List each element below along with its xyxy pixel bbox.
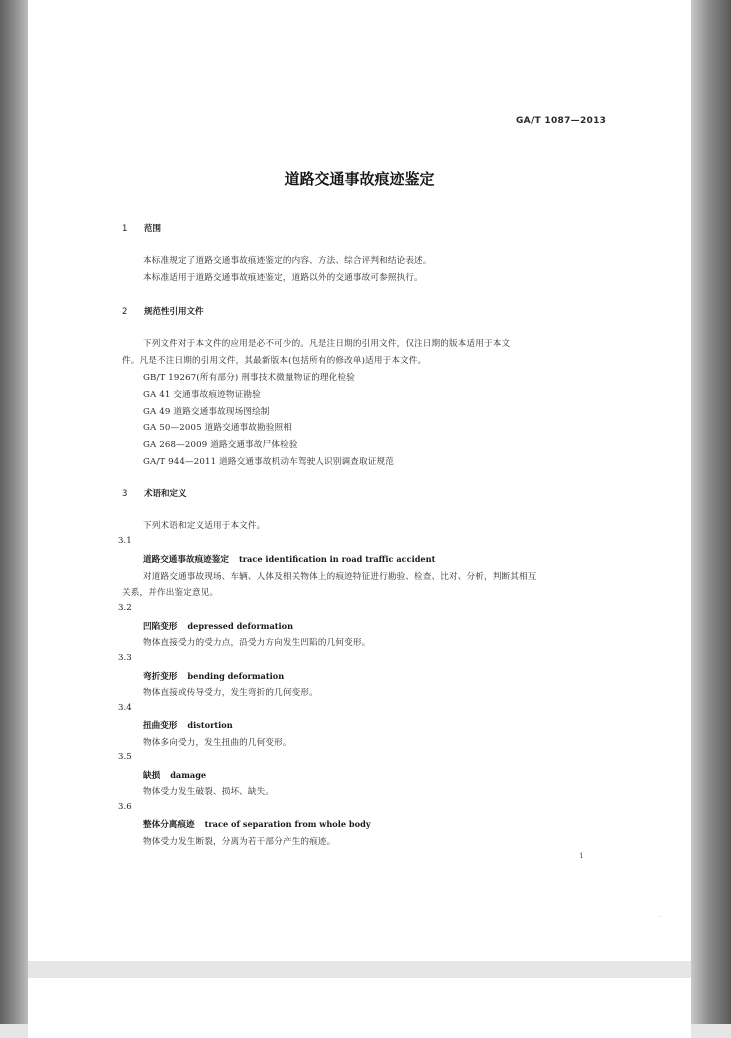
page-title: 道路交通事故痕迹鉴定 [284,170,435,188]
term-heading [143,670,284,682]
term-chinese: 弯折变形 [143,672,178,682]
section-3-title: 术语和定义 [144,489,187,499]
section-1-title: 范围 [144,224,162,234]
reference-item: GA 49 道路交通事故现场图绘制 [143,407,270,417]
section-2-heading [122,305,204,317]
term-number: 3.5 [118,752,132,762]
term-definition-continued: 关系，并作出鉴定意见。 [122,588,219,598]
term-chinese: 缺损 [143,771,161,781]
term-definition: 对道路交通事故现场、车辆、人体及相关物体上的痕迹特征进行勘验、检查、比对、分析，判断其相互 [143,572,537,582]
term-definition: 物体直接受力的受力点，沿受力方向发生凹陷的几何变形。 [143,638,371,648]
reference-item: GB/T 19267(所有部分) 刑事技术微量物证的理化检验 [143,373,355,383]
section-3-number: 3 [122,489,128,499]
term-number: 3.1 [118,536,132,546]
page-number: 1 [579,851,584,860]
term-heading [143,620,293,632]
next-page [28,978,691,1038]
document-number: GA/T 1087—2013 [516,116,607,126]
term-number: 3.3 [118,653,132,663]
term-definition: 物体受力发生破裂、损坏、缺失。 [143,787,275,797]
section-2-paragraph-line-2: 件。凡是不注日期的引用文件，其最新版本(包括所有的修改单)适用于本文件。 [122,356,427,366]
term-definition: 物体直接或传导受力，发生弯折的几何变形。 [143,688,318,698]
term-english: distortion [187,720,233,730]
reference-item: GA 41 交通事故痕迹物证勘验 [143,390,261,400]
section-3-intro: 下列术语和定义适用于本文件。 [143,521,266,531]
term-english: bending deformation [187,671,285,681]
term-heading [143,818,371,830]
section-1-heading [122,222,161,234]
term-chinese: 扭曲变形 [143,721,178,731]
term-number: 3.4 [118,703,132,713]
viewer-background-left [0,0,28,1024]
document-page [28,0,691,961]
term-chinese: 凹陷变形 [143,622,178,632]
term-number: 3.6 [118,802,132,812]
reference-item: GA 50—2005 道路交通事故勘验照相 [143,423,293,433]
section-1-paragraph-2: 本标准适用于道路交通事故痕迹鉴定，道路以外的交通事故可参照执行。 [143,273,423,283]
section-1-paragraph-1: 本标准规定了道路交通事故痕迹鉴定的内容、方法、综合评判和结论表述。 [143,256,432,266]
term-english: depressed deformation [187,621,294,631]
section-3-heading [122,487,187,499]
term-chinese: 道路交通事故痕迹鉴定 [143,555,229,565]
section-2-title: 规范性引用文件 [144,307,204,317]
scan-speck: · [659,914,661,921]
reference-item: GA/T 944—2011 道路交通事故机动车驾驶人识别调查取证规范 [143,457,395,467]
term-heading [143,553,435,565]
term-heading [143,719,233,731]
term-definition: 物体受力发生断裂，分离为若干部分产生的痕迹。 [143,837,336,847]
section-2-paragraph-line-1: 下列文件对于本文件的应用是必不可少的。凡是注日期的引用文件，仅注日期的版本适用于本文 [143,339,511,349]
term-english: damage [170,770,207,780]
term-english: trace of separation from whole body [204,819,371,829]
reference-item: GA 268—2009 道路交通事故尸体检验 [143,440,298,450]
term-heading [143,769,206,781]
section-2-number: 2 [122,307,128,317]
term-english: trace identification in road traffic accident [238,554,436,564]
term-number: 3.2 [118,603,132,613]
viewer-background-right [691,0,731,1024]
section-1-number: 1 [122,224,128,234]
term-chinese: 整体分离痕迹 [143,820,195,830]
term-definition: 物体多向受力，发生扭曲的几何变形。 [143,738,292,748]
